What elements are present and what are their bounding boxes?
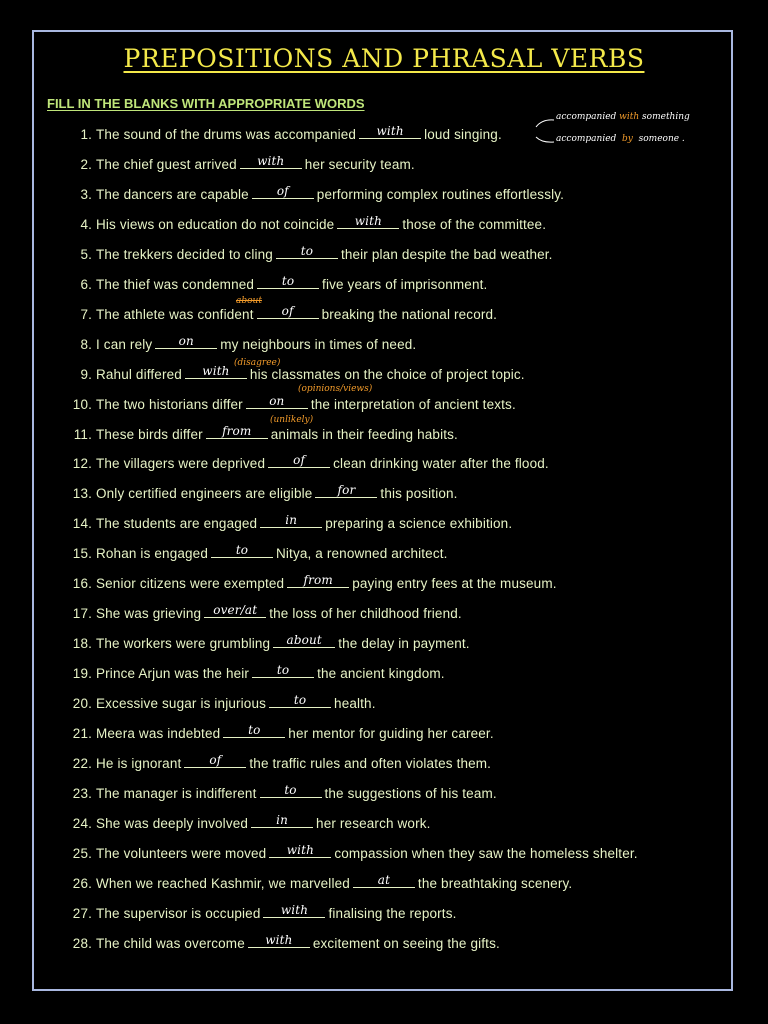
question-text-before: The sound of the drums was accompanied xyxy=(96,127,357,142)
answer-text: in xyxy=(276,812,288,827)
answer-text: on xyxy=(269,393,285,408)
question-text-before: I can rely xyxy=(96,336,153,352)
question-text-after: this position. xyxy=(380,486,458,502)
question-number: 16. xyxy=(72,576,92,592)
question-number: 19. xyxy=(72,666,92,682)
question-text-after: the delay in payment. xyxy=(338,636,470,652)
question-number: 23. xyxy=(72,785,92,801)
answer-text: from xyxy=(222,423,252,438)
question-number: 25. xyxy=(72,845,92,861)
question-text-after: his classmates on the choice of project topic. xyxy=(249,366,525,382)
question-number: 28. xyxy=(72,935,92,951)
question-text-before: When we reached Kashmir, we marvelled xyxy=(96,875,350,891)
side-note-line2: accompanied by someone . xyxy=(556,134,685,144)
question-text-before: The child was overcome xyxy=(96,935,245,951)
question-item xyxy=(68,902,457,922)
answer-blank xyxy=(248,933,310,948)
question-item xyxy=(68,812,431,832)
question-item xyxy=(68,543,448,562)
question-item xyxy=(68,633,470,652)
question-text-after: finalising the reports. xyxy=(328,905,457,921)
question-number: 21. xyxy=(72,726,92,741)
question-text-before: He is ignorant xyxy=(96,755,182,771)
question-text-after: her research work. xyxy=(316,815,431,831)
answer-text: to xyxy=(284,782,297,797)
answer-text: about xyxy=(286,633,322,648)
answer-text: to xyxy=(300,243,314,258)
question-text-after: the traffic rules and often violates them. xyxy=(249,755,492,771)
question-text-before: The dancers are capable xyxy=(96,186,249,202)
question-item xyxy=(68,513,513,532)
question-text-after: the breathtaking scenery. xyxy=(417,875,573,891)
question-text-before: The chief guest arrived xyxy=(96,156,237,172)
question-number: 27. xyxy=(72,905,92,921)
answer-text: with xyxy=(286,842,314,857)
question-text-after: the suggestions of his team. xyxy=(324,785,497,801)
question-number: 6. xyxy=(80,276,92,292)
question-text-after: paying entry fees at the museum. xyxy=(352,576,557,592)
question-number: 3. xyxy=(80,186,92,202)
note-q11: (unlikely) xyxy=(270,415,314,425)
answer-blank xyxy=(353,873,415,888)
answer-text: with xyxy=(202,363,230,378)
answer-blank xyxy=(206,424,268,439)
question-text-before: The two historians differ xyxy=(96,396,243,412)
answer-text: of xyxy=(276,183,289,198)
question-text-after: clean drinking water after the flood. xyxy=(333,456,549,472)
question-item xyxy=(68,782,497,802)
question-item xyxy=(68,663,445,682)
answer-text: from xyxy=(303,573,333,588)
question-text-after: animals in their feeding habits. xyxy=(270,426,458,442)
question-text-after: her security team. xyxy=(304,156,415,172)
note-q7: about xyxy=(236,296,262,306)
question-item xyxy=(68,243,553,263)
answer-blank xyxy=(337,214,399,229)
question-number: 4. xyxy=(80,216,92,232)
question-text-after: Nitya, a renowned architect. xyxy=(276,546,448,562)
question-item xyxy=(68,153,415,173)
question-text-before: Only certified engineers are eligible xyxy=(96,486,313,502)
question-text-before: She was deeply involved xyxy=(96,815,249,831)
question-text-before: She was grieving xyxy=(96,606,202,622)
question-text-before: Senior citizens were exempted xyxy=(96,576,285,592)
question-item xyxy=(68,423,458,443)
question-number: 26. xyxy=(72,875,92,891)
question-number: 18. xyxy=(72,636,92,652)
question-text-after: the interpretation of ancient texts. xyxy=(310,396,516,412)
question-text-after: the loss of her childhood friend. xyxy=(269,606,462,622)
note-q10: (opinions/views) xyxy=(298,384,373,394)
answer-text: on xyxy=(178,333,194,348)
question-item xyxy=(68,872,573,892)
question-item xyxy=(68,183,565,203)
question-item xyxy=(68,213,547,233)
answer-text: with xyxy=(265,932,293,947)
question-item xyxy=(68,932,500,952)
question-item xyxy=(68,393,516,413)
question-text-after: performing complex routines effortlessly. xyxy=(316,186,565,202)
question-number: 1. xyxy=(80,127,92,142)
question-number: 12. xyxy=(72,456,92,472)
page-title: PREPOSITIONS AND PHRASAL VERBS xyxy=(123,44,645,73)
answer-blank xyxy=(273,633,335,648)
question-number: 22. xyxy=(72,755,92,771)
answer-blank xyxy=(211,543,273,558)
question-number: 11. xyxy=(73,426,92,442)
answer-text: of xyxy=(293,453,306,468)
question-text-before: The manager is indifferent xyxy=(96,785,257,801)
question-text-before: The athlete was confident xyxy=(96,306,254,322)
answer-text: with xyxy=(354,213,382,228)
answer-text: to xyxy=(235,543,249,558)
question-text-before: The volunteers were moved xyxy=(96,845,267,861)
question-text-after: preparing a science exhibition. xyxy=(325,516,513,532)
question-text-before: Excessive sugar is injurious xyxy=(96,696,267,712)
question-number: 15. xyxy=(72,546,92,562)
question-item xyxy=(68,752,492,772)
answer-blank xyxy=(257,304,319,319)
question-text-after: those of the committee. xyxy=(402,216,547,232)
answer-blank xyxy=(315,483,377,498)
question-item xyxy=(68,273,488,293)
question-text-after: breaking the national record. xyxy=(321,306,498,322)
answer-blank xyxy=(257,274,319,289)
question-text-after: her mentor for guiding her career. xyxy=(288,726,494,741)
answer-text: to xyxy=(281,273,295,288)
question-text-before: The thief was condemned xyxy=(96,276,255,292)
question-item xyxy=(68,303,498,323)
question-number: 20. xyxy=(72,696,92,712)
question-item xyxy=(68,483,458,502)
answer-blank xyxy=(269,843,331,858)
answer-text: to xyxy=(276,663,290,678)
answer-blank xyxy=(251,813,313,828)
answer-text: in xyxy=(285,513,298,528)
question-text-after: their plan despite the bad weather. xyxy=(340,246,553,262)
answer-blank xyxy=(204,603,266,618)
question-item xyxy=(68,573,557,592)
answer-blank xyxy=(269,693,331,708)
answer-blank xyxy=(268,453,330,468)
question-number: 14. xyxy=(72,516,92,532)
question-item xyxy=(68,723,494,742)
answer-blank xyxy=(287,573,349,588)
question-number: 9. xyxy=(80,366,92,382)
answer-text: to xyxy=(293,693,307,708)
question-number: 2. xyxy=(80,156,92,172)
question-text-after: loud singing. xyxy=(424,127,502,142)
answer-blank xyxy=(260,513,322,528)
answer-blank xyxy=(260,783,322,798)
question-text-before: Meera was indebted xyxy=(96,726,221,741)
question-number: 24. xyxy=(72,815,92,831)
answer-blank xyxy=(155,334,217,349)
answer-blank xyxy=(276,244,338,259)
question-text-before: The workers were grumbling xyxy=(96,636,271,652)
question-text-after: health. xyxy=(334,696,376,712)
question-text-after: the ancient kingdom. xyxy=(317,666,445,682)
question-item xyxy=(68,842,638,862)
question-number: 8. xyxy=(80,336,92,352)
question-text-after: compassion when they saw the homeless shelter. xyxy=(334,845,638,861)
answer-text: of xyxy=(209,752,222,767)
note-q9: (disagree) xyxy=(234,358,281,368)
answer-text: to xyxy=(248,723,261,737)
side-note-line1: accompanied with something xyxy=(556,112,690,122)
question-number: 13. xyxy=(72,486,92,502)
question-text-before: These birds differ xyxy=(96,426,203,442)
answer-text: with xyxy=(376,124,404,138)
instruction-heading: FILL IN THE BLANKS WITH APPROPRIATE WORDS xyxy=(47,96,365,111)
question-text-after: my neighbours in times of need. xyxy=(220,336,417,352)
question-item xyxy=(68,603,462,622)
question-number: 5. xyxy=(80,246,92,262)
question-item xyxy=(68,453,549,472)
answer-blank xyxy=(359,124,421,139)
answer-text: with xyxy=(257,153,285,168)
question-text-before: The supervisor is occupied xyxy=(96,905,261,921)
question-text-before: Prince Arjun was the heir xyxy=(96,666,250,682)
answer-text: over/at xyxy=(213,603,258,618)
question-text-before: The students are engaged xyxy=(96,516,258,532)
answer-text: of xyxy=(281,303,294,318)
answer-blank xyxy=(184,753,246,768)
question-item xyxy=(68,333,417,353)
answer-text: for xyxy=(337,483,356,498)
question-text-before: Rahul differed xyxy=(96,366,182,382)
question-number: 7. xyxy=(80,306,92,322)
answer-blank xyxy=(246,394,308,409)
answer-blank xyxy=(252,184,314,199)
question-text-before: Rohan is engaged xyxy=(96,546,208,562)
answer-text: at xyxy=(377,872,391,887)
answer-blank xyxy=(223,723,285,738)
question-text-after: five years of imprisonment. xyxy=(322,276,488,292)
question-number: 10. xyxy=(72,396,92,412)
question-item xyxy=(68,124,502,143)
question-text-before: The trekkers decided to cling xyxy=(96,246,273,262)
question-text-before: The villagers were deprived xyxy=(96,456,266,472)
question-text-after: excitement on seeing the gifts. xyxy=(312,935,500,951)
answer-blank xyxy=(263,903,325,918)
question-item xyxy=(68,693,376,712)
answer-text: with xyxy=(280,902,309,917)
question-number: 17. xyxy=(72,606,92,622)
answer-blank xyxy=(252,663,314,678)
answer-blank xyxy=(240,154,302,169)
question-text-before: His views on education do not coincide xyxy=(96,216,335,232)
